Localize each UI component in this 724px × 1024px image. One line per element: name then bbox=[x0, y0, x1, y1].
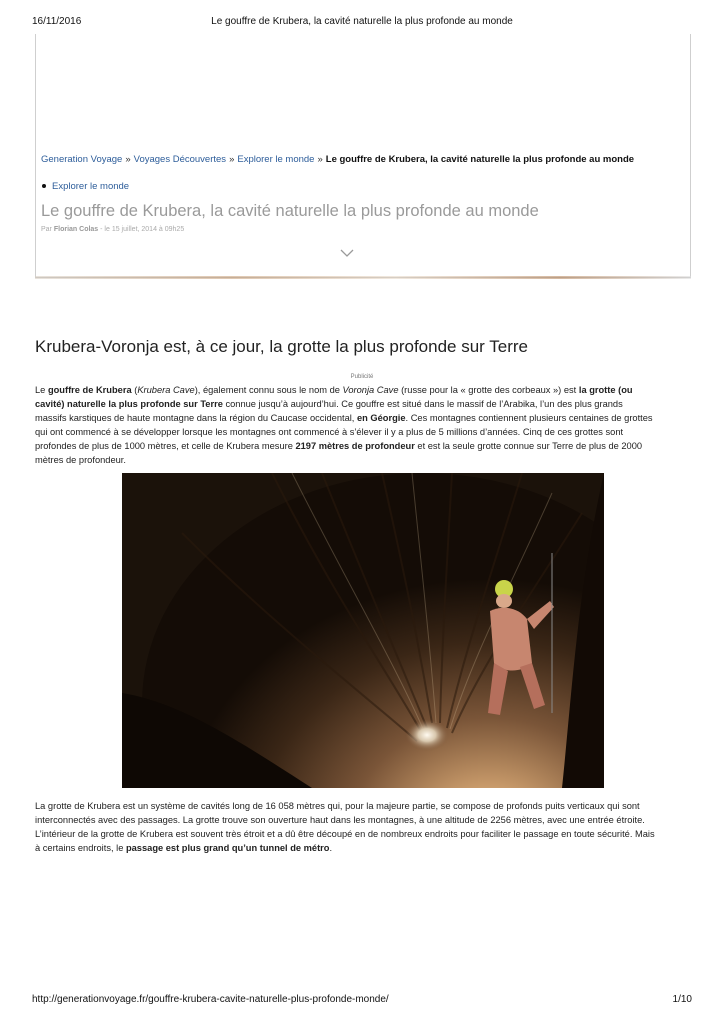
article-paragraph-1: Le gouffre de Krubera (Krubera Cave), également connu sous le nom de Voronja Cave (russe pour la « grotte des corbeaux ») est la grotte (ou cavité) naturelle la plus profonde sur Terre connue jusqu’à aujourd’hui. Ce gouffre est situé dans le massif de l’Arabika, l’un des plus grands massifs karstiques de haute montagne dans la région du Caucase occidental, en Géorgie. Ces montagnes contiennent plusieurs centaines de grottes qui ont commencé à se développer lorsque les montagnes ont commencé à s’élever il y a plus de 5 millions d’années. Cinq de ces grottes sont profondes de plus de 1000 mètres, et celle de Krubera mesure 2197 mètres de profondeur et est la seule grotte connue sur Terre de plus de 2000 mètres de profondeur. bbox=[35, 385, 653, 465]
page-number: 1/10 bbox=[672, 994, 692, 1005]
section-heading: Krubera-Voronja est, à ce jour, la grotte la plus profonde sur Terre bbox=[35, 337, 528, 356]
chevron-down-icon[interactable] bbox=[340, 248, 354, 258]
cave-photo bbox=[122, 473, 604, 788]
breadcrumb bbox=[41, 154, 634, 165]
print-title: Le gouffre de Krubera, la cavité naturelle la plus profonde au monde bbox=[211, 16, 513, 27]
breadcrumb-home-link[interactable]: Generation Voyage bbox=[41, 154, 123, 165]
article-paragraph-2: La grotte de Krubera est un système de cavités long de 16 058 mètres qui, pour la majeure partie, se compose de profonds puits verticaux qui sont interconnectés avec des passages. La grotte trouve son ouverture haut dans les montagnes, à une altitude de 2256 mètres, avec une entrée étroite. L’intérieur de la grotte de Krubera est souvent très étroit et a dû être découpé en de nombreux endroits pour faciliter le passage en toute sécurité. Mais à certains endroits, le passage est plus grand qu’un tunnel de métro. bbox=[35, 801, 655, 853]
author-link[interactable]: Florian Colas bbox=[53, 226, 99, 233]
category-link[interactable]: Explorer le monde bbox=[52, 181, 130, 192]
breadcrumb-current: Le gouffre de Krubera, la cavité naturelle la plus profonde au monde bbox=[325, 154, 635, 165]
page-url: http://generationvoyage.fr/gouffre-krubera-cavite-naturelle-plus-profonde-monde/ bbox=[32, 994, 389, 1005]
category-list bbox=[42, 181, 129, 192]
ad-label: Publicité bbox=[350, 374, 374, 380]
article-header-title: Le gouffre de Krubera, la cavité naturelle la plus profonde au monde bbox=[41, 202, 539, 220]
publish-date: - le 15 juillet, 2014 à 09h25 bbox=[100, 226, 185, 233]
breadcrumb-explorer-link[interactable]: Explorer le monde bbox=[237, 154, 315, 165]
print-date: 16/11/2016 bbox=[32, 16, 82, 27]
print-header bbox=[0, 16, 724, 30]
bullet-icon bbox=[42, 184, 46, 188]
print-footer bbox=[0, 994, 724, 1008]
byline-prefix: Par bbox=[41, 226, 52, 233]
breadcrumb-separator: » bbox=[229, 154, 235, 165]
byline bbox=[41, 226, 184, 233]
breadcrumb-voyages-link[interactable]: Voyages Découvertes bbox=[133, 154, 227, 165]
breadcrumb-separator: » bbox=[125, 154, 131, 165]
breadcrumb-separator: » bbox=[317, 154, 323, 165]
header-image-strip bbox=[35, 276, 691, 279]
